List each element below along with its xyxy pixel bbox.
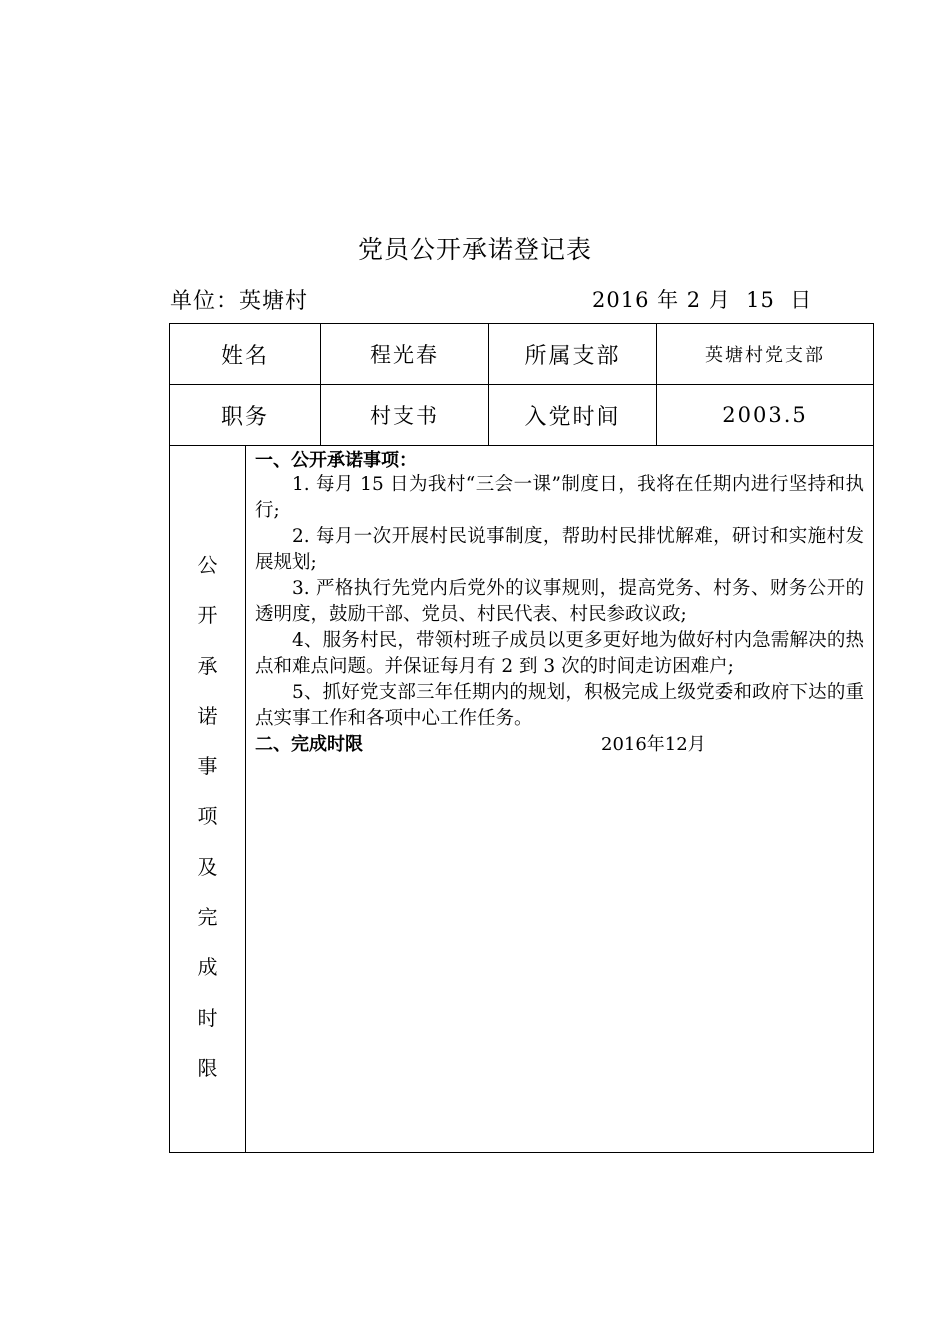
branch-label: 所属支部 <box>489 324 657 385</box>
commitment-vertical-label <box>170 446 246 1153</box>
position-value: 村支书 <box>321 385 489 446</box>
commitment-item: 3. 严格执行先党内后党外的议事规则，提高党务、村务、财务公开的透明度，鼓励干部、党员、村民代表、村民参政议政; <box>255 578 865 625</box>
deadline-heading: 二、完成时限 <box>255 734 363 755</box>
commitment-content <box>246 446 874 1153</box>
table-row-commitments <box>170 446 874 1153</box>
commitment-item: 4、服务村民，带领村班子成员以更多更好地为做好村内急需解决的热点和难点问题。并保证每月有 2 到 3 次的时间走访困难户; <box>255 630 865 677</box>
table-row-position <box>170 385 874 446</box>
vertical-char: 限 <box>197 1055 218 1080</box>
vertical-char: 项 <box>197 804 218 829</box>
unit-label: 单位：英塘村 <box>170 289 309 314</box>
vertical-char: 及 <box>197 854 218 879</box>
commitment-heading: 一、公开承诺事项： <box>255 450 417 471</box>
branch-value: 英塘村党支部 <box>657 324 874 385</box>
deadline-date: 2016年12月 <box>601 734 706 755</box>
vertical-char: 诺 <box>197 703 218 728</box>
join-date-label: 入党时间 <box>489 385 657 446</box>
vertical-char: 开 <box>197 603 218 628</box>
vertical-char: 事 <box>197 754 218 779</box>
vertical-char: 承 <box>197 653 218 678</box>
commitment-item: 2. 每月一次开展村民说事制度，帮助村民排忧解难，研讨和实施村发展规划; <box>255 526 865 573</box>
registration-table <box>169 323 874 1153</box>
table-row-name <box>170 324 874 385</box>
page-title: 党员公开承诺登记表 <box>357 235 592 264</box>
name-label: 姓名 <box>170 324 321 385</box>
deadline-row <box>255 732 864 760</box>
join-date-value: 2003.5 <box>657 385 874 446</box>
commitment-item: 1. 每月 15 日为我村“三会一课”制度日，我将在任期内进行坚持和执行; <box>255 474 865 521</box>
commitment-item: 5、抓好党支部三年任期内的规划，积极完成上级党委和政府下达的重点实事工作和各项中心工作任务。 <box>255 682 865 729</box>
date-label: 2016 年 2 月 15 日 <box>592 288 813 312</box>
vertical-char: 完 <box>197 905 218 930</box>
vertical-char: 公 <box>197 553 218 577</box>
vertical-char: 成 <box>197 955 218 980</box>
vertical-char: 时 <box>197 1005 218 1030</box>
position-label: 职务 <box>170 385 321 446</box>
name-value: 程光春 <box>321 324 489 385</box>
